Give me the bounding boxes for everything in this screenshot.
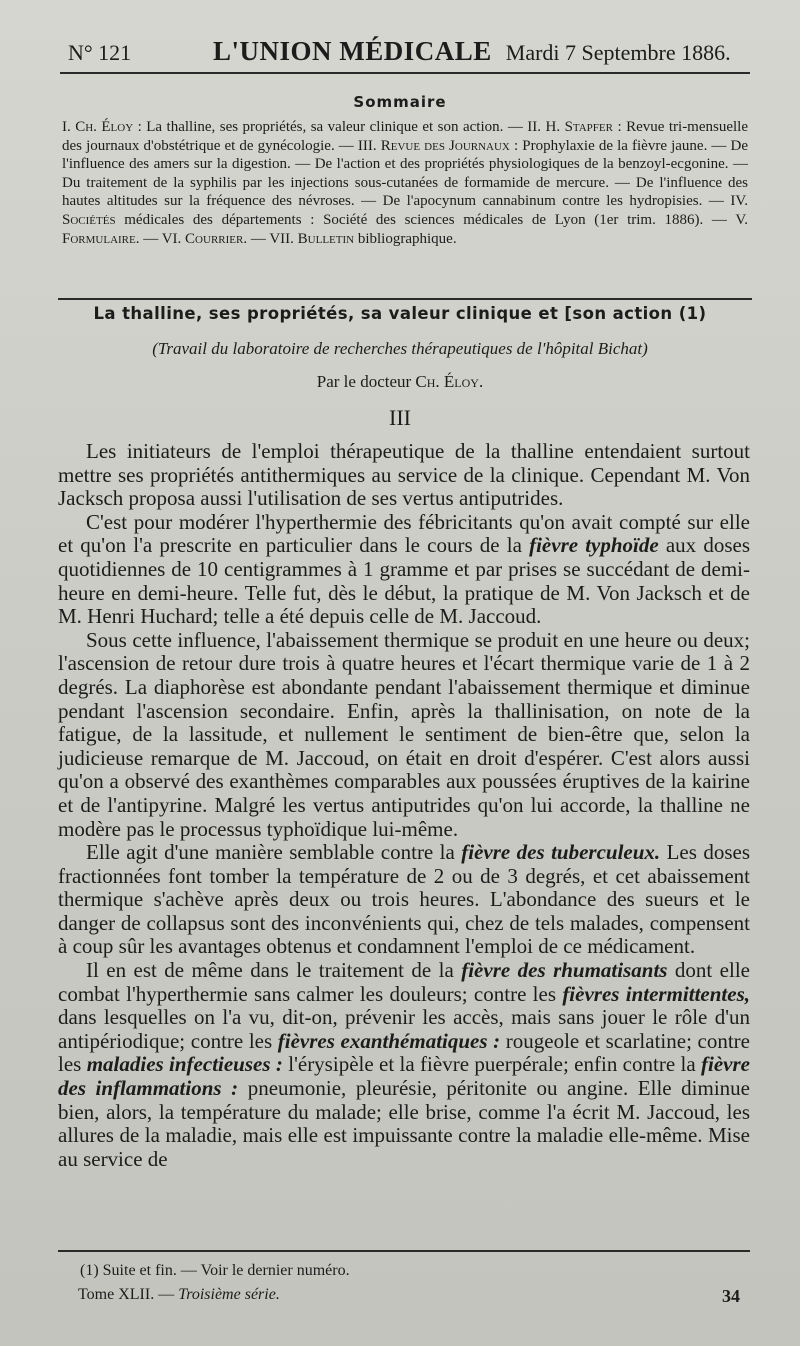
page-footer bbox=[78, 1286, 740, 1307]
sommaire-text bbox=[62, 118, 748, 248]
issue-date: Mardi 7 Septembre 1886. bbox=[505, 40, 731, 65]
sommaire-section: Revue des Journaux bbox=[380, 137, 510, 154]
byline-author: Ch. Éloy. bbox=[415, 372, 484, 391]
footer-rule bbox=[58, 1250, 750, 1252]
footnote: (1) Suite et fin. — Voir le dernier numéro. bbox=[80, 1262, 350, 1279]
emphasis: fièvre des tuberculeux. bbox=[461, 840, 661, 865]
emphasis: maladies infectieuses : bbox=[86, 1052, 283, 1077]
byline-prefix: Par le docteur bbox=[316, 372, 416, 391]
header-rule bbox=[60, 72, 750, 74]
sommaire-text-part: . — VI. bbox=[135, 230, 186, 247]
article-byline bbox=[0, 372, 800, 392]
paragraph: Sous cette influence, l'abaissement thermique se produit en une heure ou deux; l'ascension de retour dure trois à quatre heures et l'écart thermique varie de 1 à 2 degrés. La diaphorèse est abondante pendant l'abaissement thermique et diminue pendant l'ascension secondaire. Enfin, après la thallinisation, on note de la fatigue, de la lassitude, et nullement le sentiment de bien-être que, selon la judicieuse remarque de M. Jaccoud, on était en droit d'espérer. C'est alors aussi qu'on a observé des exanthèmes comparables aux poussées éruptives de la kairine et de l'antipyrine. Malgré les vertus antiputrides qu'on lui accorde, la thalline ne modère pas le processus typhoïdique lui-même. bbox=[58, 627, 750, 841]
sommaire-section: Sociétés bbox=[62, 211, 116, 228]
text-run: C'est pour modérer l'hyperthermie des fébricitants qu'on avait compté sur elle et qu'on l'a prescrite en particulier dans le cours de la bbox=[58, 509, 750, 558]
paragraph bbox=[58, 959, 750, 1171]
article-subtitle: (Travail du laboratoire de recherches thérapeutiques de l'hôpital Bichat) bbox=[152, 339, 648, 358]
text-run: l'érysipèle et la fièvre puerpérale; enfin contre la bbox=[282, 1052, 702, 1077]
text-run: dans lesquelles on l'a vu, dit-on, prévenir les accès, mais sans jouer le rôle d'un antipériodique; contre les bbox=[58, 1005, 750, 1053]
sommaire-author: Stapfer bbox=[564, 119, 613, 135]
journal-title: L'UNION MÉDICALE bbox=[213, 36, 492, 66]
section-number: III bbox=[389, 405, 411, 430]
text-run: Les doses fractionnées font tomber la température de 2 ou de 3 degrés, et cet abaissement thermique s'achève après deux ou trois heures. L'abondance des sueurs et le danger de collapsus sont des inconvénients qui, chez de tels malades, compensent à coup sûr les avantages obtenus et condamnent l'emploi de ce médicament. bbox=[58, 840, 750, 959]
emphasis: fièvres intermittentes, bbox=[562, 981, 750, 1006]
text-run: Elle agit d'une manière semblable contre la bbox=[86, 840, 462, 865]
sommaire-section: Courrier bbox=[185, 230, 244, 247]
emphasis: fièvres exanthématiques : bbox=[277, 1028, 501, 1053]
text-run: pneumonie, pleurésie, péritonite ou angine. Elle diminue bien, alors, la température du malade; elle brise, comme l'a écrit M. Jaccoud, les allures de la maladie, mais elle est impuissante contre la maladie elle-même. Mise au service de bbox=[58, 1076, 750, 1171]
series-text: Troisième série. bbox=[178, 1286, 280, 1303]
emphasis: fièvre des rhumatisants bbox=[461, 958, 668, 983]
volume-label bbox=[78, 1286, 722, 1307]
text-run: Il en est de même dans le traitement de la bbox=[86, 958, 462, 983]
sommaire-heading: Sommaire bbox=[353, 93, 447, 111]
text-run: dont elle combat l'hyperthermie sans calmer les douleurs; contre les bbox=[58, 958, 750, 1006]
page-header bbox=[68, 36, 745, 67]
sommaire-text-part: : Prophylaxie de la fièvre jaune. — De l'influence des amers sur la digestion. — De l'action et des propriétés physiologiques de la benzoyl-ecgonine. — Du traitement de la syphilis par les injections sous-cutanées de formamide de mercure. — De l'influence des hautes altitudes sur la fréquence des névroses. — De l'apocynum cannabinum contre les hydropisies. — IV. bbox=[62, 137, 749, 210]
issue-number: N° 121 bbox=[68, 40, 132, 65]
paragraph bbox=[58, 841, 750, 959]
paragraph bbox=[58, 511, 750, 629]
section-rule bbox=[58, 298, 752, 300]
sommaire-text-part: médicales des départements : Société des sciences médicales de Lyon (1er trim. 1886). — V. bbox=[115, 211, 748, 228]
emphasis: fièvre typhoïde bbox=[529, 533, 659, 558]
emphasis: fièvre des inflammations : bbox=[58, 1052, 750, 1101]
sommaire-text-part: I. bbox=[62, 119, 76, 135]
text-run: rougeole et scarlatine; contre les bbox=[58, 1028, 750, 1077]
page-number: 34 bbox=[722, 1286, 740, 1306]
paragraph: Les initiateurs de l'emploi thérapeutique de la thalline entendaient surtout mettre ses propriétés antithermiques au service de la clinique. Cependant M. Von Jacksch proposa aussi l'utilisation de ses vertus antiputrides. bbox=[58, 439, 750, 511]
sommaire-text-part: : Revue tri-mensuelle des journaux d'obstétrique et de gynécologie. — III. bbox=[62, 119, 748, 154]
sommaire-section: Bulletin bbox=[297, 230, 355, 247]
sommaire-text-part: bibliographique. bbox=[354, 230, 457, 247]
tome-text: Tome XLII. — bbox=[78, 1286, 179, 1303]
sommaire-section: Formulaire bbox=[62, 230, 136, 247]
sommaire-author: Ch. Éloy bbox=[75, 119, 134, 135]
article-title: La thalline, ses propriétés, sa valeur clinique et [son action (1) bbox=[93, 304, 707, 323]
sommaire-text-part: : La thalline, ses propriétés, sa valeur clinique et son action. — II. H. bbox=[133, 119, 565, 135]
sommaire-text-part: . — VII. bbox=[243, 230, 298, 247]
text-run: aux doses quotidiennes de 10 centigrammes à 1 gramme et par prises se succédant de demi-heure en demi-heure. Telle fut, dès le début, la pratique de M. Von Jacksch et de M. Henri Huchard; telle a été depuis celle de M. Jaccoud. bbox=[58, 533, 750, 629]
article-body bbox=[58, 440, 750, 1171]
